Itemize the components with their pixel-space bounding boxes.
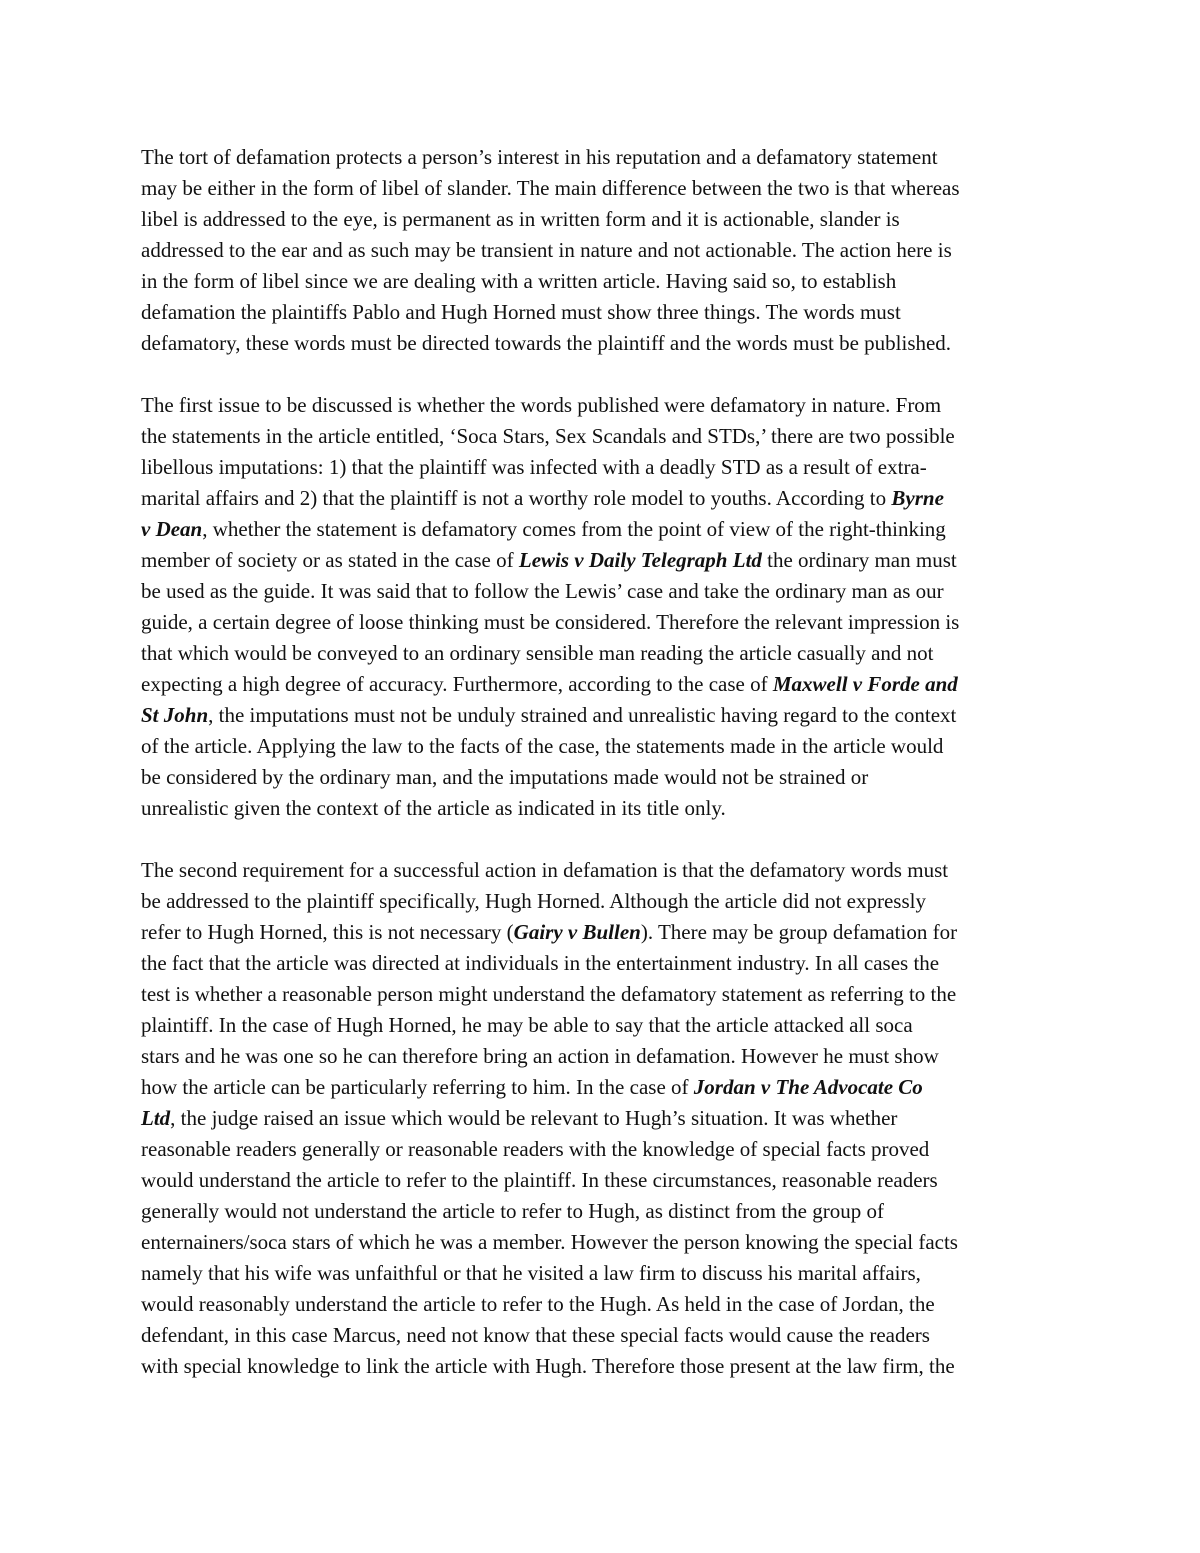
text-line bbox=[141, 514, 1061, 545]
text-line bbox=[141, 1103, 1061, 1134]
paragraph-intro bbox=[141, 142, 1061, 359]
text-line: plaintiff. In the case of Hugh Horned, he may be able to say that the article attacked all soca bbox=[141, 1013, 913, 1037]
document-body bbox=[141, 142, 1061, 1382]
case-citation: Jordan v The Advocate Co bbox=[693, 1075, 923, 1099]
text-line: defamation the plaintiffs Pablo and Hugh Horned must show three things. The words must bbox=[141, 300, 901, 324]
text-line: addressed to the ear and as such may be transient in nature and not actionable. The action here is bbox=[141, 238, 952, 262]
case-citation: Ltd bbox=[141, 1106, 171, 1130]
case-citation: St John bbox=[141, 703, 209, 727]
text-line: stars and he was one so he can therefore bring an action in defamation. However he must show bbox=[141, 1044, 939, 1068]
text-line: of the article. Applying the law to the facts of the case, the statements made in the article would bbox=[141, 734, 944, 758]
text-line: libel is addressed to the eye, is permanent as in written form and it is actionable, slander is bbox=[141, 207, 900, 231]
text-line: The first issue to be discussed is whether the words published were defamatory in nature. From bbox=[141, 393, 942, 417]
paragraph-second-requirement bbox=[141, 855, 1061, 1382]
text-line: The second requirement for a successful action in defamation is that the defamatory words must bbox=[141, 858, 949, 882]
text-segment: ). There may be group defamation for bbox=[640, 920, 958, 944]
case-citation: Byrne bbox=[891, 486, 944, 510]
text-line: would understand the article to refer to the plaintiff. In these circumstances, reasonable readers bbox=[141, 1168, 938, 1192]
case-citation: v Dean bbox=[141, 517, 203, 541]
text-line: may be either in the form of libel of slander. The main difference between the two is that whereas bbox=[141, 176, 960, 200]
text-line: namely that his wife was unfaithful or that he visited a law firm to discuss his marital affairs, bbox=[141, 1261, 921, 1285]
text-segment: member of society or as stated in the case of bbox=[141, 548, 519, 572]
text-line bbox=[141, 1072, 1061, 1103]
text-line: would reasonably understand the article to refer to the Hugh. As held in the case of Jordan, the bbox=[141, 1292, 935, 1316]
text-line: be considered by the ordinary man, and the imputations made would not be strained or bbox=[141, 765, 869, 789]
text-line: be used as the guide. It was said that to follow the Lewis’ case and take the ordinary man as our bbox=[141, 579, 944, 603]
text-line bbox=[141, 545, 1061, 576]
text-line: enternainers/soca stars of which he was a member. However the person knowing the special facts bbox=[141, 1230, 958, 1254]
case-citation: Lewis v Daily Telegraph Ltd bbox=[518, 548, 762, 572]
text-line: in the form of libel since we are dealing with a written article. Having said so, to establish bbox=[141, 269, 897, 293]
text-line bbox=[141, 483, 1061, 514]
text-line: test is whether a reasonable person might understand the defamatory statement as referring to the bbox=[141, 982, 957, 1006]
text-line: the fact that the article was directed at individuals in the entertainment industry. In all cases the bbox=[141, 951, 940, 975]
case-citation: Maxwell v Forde and bbox=[772, 672, 958, 696]
text-line: defamatory, these words must be directed towards the plaintiff and the words must be published. bbox=[141, 331, 952, 355]
text-line: the statements in the article entitled, ‘Soca Stars, Sex Scandals and STDs,’ there are two possible bbox=[141, 424, 955, 448]
text-segment: how the article can be particularly referring to him. In the case of bbox=[141, 1075, 694, 1099]
text-segment: the ordinary man must bbox=[761, 548, 957, 572]
text-segment: , the judge raised an issue which would be relevant to Hugh’s situation. It was whether bbox=[170, 1106, 898, 1130]
text-segment: refer to Hugh Horned, this is not necessary ( bbox=[141, 920, 514, 944]
text-line: guide, a certain degree of loose thinking must be considered. Therefore the relevant impression is bbox=[141, 610, 960, 634]
text-line: with special knowledge to link the article with Hugh. Therefore those present at the law firm, the bbox=[141, 1354, 955, 1378]
text-line bbox=[141, 669, 1061, 700]
text-line: The tort of defamation protects a person’s interest in his reputation and a defamatory statement bbox=[141, 145, 938, 169]
text-segment: marital affairs and 2) that the plaintiff is not a worthy role model to youths. According to bbox=[141, 486, 892, 510]
text-line: defendant, in this case Marcus, need not know that these special facts would cause the readers bbox=[141, 1323, 930, 1347]
text-line: be addressed to the plaintiff specifically, Hugh Horned. Although the article did not expressly bbox=[141, 889, 926, 913]
paragraph-first-issue bbox=[141, 390, 1061, 824]
text-line: reasonable readers generally or reasonable readers with the knowledge of special facts proved bbox=[141, 1137, 930, 1161]
text-line: generally would not understand the article to refer to Hugh, as distinct from the group of bbox=[141, 1199, 884, 1223]
text-line: that which would be conveyed to an ordinary sensible man reading the article casually and not bbox=[141, 641, 934, 665]
text-line bbox=[141, 700, 1061, 731]
case-citation: Gairy v Bullen bbox=[513, 920, 641, 944]
text-line: libellous imputations: 1) that the plaintiff was infected with a deadly STD as a result of extra- bbox=[141, 455, 927, 479]
text-segment: , the imputations must not be unduly strained and unrealistic having regard to the context bbox=[208, 703, 957, 727]
text-segment: , whether the statement is defamatory comes from the point of view of the right-thinking bbox=[202, 517, 946, 541]
text-segment: expecting a high degree of accuracy. Furthermore, according to the case of bbox=[141, 672, 773, 696]
text-line bbox=[141, 917, 1061, 948]
text-line: unrealistic given the context of the article as indicated in its title only. bbox=[141, 796, 726, 820]
